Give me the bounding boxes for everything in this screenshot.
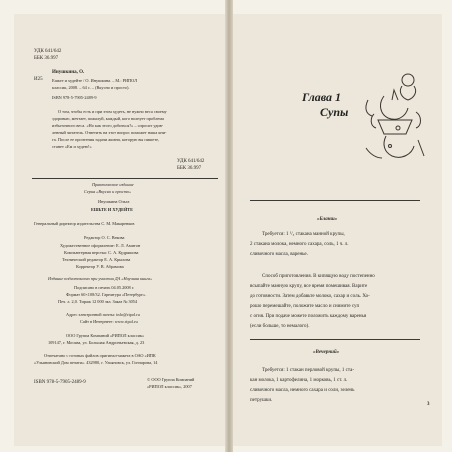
bbk-code-right: ББК 36.997	[177, 166, 202, 171]
staff-line: Технический редактор Е. А. Крылова	[62, 257, 131, 262]
recipe-method-line: всыпайте манную крупу, все время помешивая. Варите	[250, 284, 368, 289]
annotation-line: станет «Ем и худею!»	[52, 144, 92, 149]
recipe-title: «Вечерний»	[313, 350, 340, 355]
isbn-bottom: ISBN 978-5-7905-2489-9	[34, 380, 86, 385]
staff-line: Компьютерная верстка: С. А. Кудряшова	[64, 250, 139, 255]
bbk-code: ББК 36.997	[34, 56, 59, 61]
udk-code-right: УДК 641/642	[177, 159, 205, 164]
copyright-line: © ООО Группа Компаний	[147, 377, 195, 382]
edition-type: Практическое издание	[92, 182, 134, 187]
publisher-line: 109147, г. Москва, ул. Большая Андроньевская, д. 23	[48, 340, 145, 345]
copyright-line: «РИПОЛ классик», 2007	[147, 384, 192, 389]
recipe-ingredients-line: петрушки.	[250, 398, 273, 403]
author-small: Инушкина Ольга	[98, 199, 130, 204]
website-line: Сайт в Интернете: www.ripol.ru	[80, 319, 138, 324]
email-line: Адрес электронной почты: info@ripol.ru	[66, 312, 140, 317]
recipe-ingredients-line: Требуется: 1 ¹/₃ стакана манной крупы,	[262, 232, 345, 237]
recipe-ingredients-line: кан молока, 1 картофелина, 1 морковь, 1 ст. л.	[250, 378, 348, 383]
annotation-line: избыточного веса. «Но как этого добиться?» – спросит удив-	[52, 123, 164, 128]
book-gutter	[225, 0, 233, 452]
recipe-method-line: с огня. При подаче можете положить каждому варенья	[250, 314, 367, 319]
staff-line: Художественное оформление: Е. Л. Амитон	[60, 243, 141, 248]
annotation-line: га. После ее прочтения задачи жизни, которую вы пишете,	[52, 137, 160, 142]
recipe-method-line: (если больше, то немалого).	[250, 324, 310, 329]
chapter-title: Супы	[320, 105, 349, 119]
staff-line: Редактор О. С. Векова	[84, 235, 125, 240]
print-info-line: Издание подготовлено при участии ДА «Научная книга»	[48, 276, 153, 281]
recipe-ingredients-line: Требуется: 1 стакан перловой крупы, 1 ста-	[262, 368, 355, 373]
recipe-divider	[250, 339, 420, 340]
staff-line: Генеральный директор издательства С. М. Макаренков	[34, 221, 135, 226]
recipe-ingredients-line: сливочного масла, немного сахара и соли, зелень	[250, 388, 355, 393]
publisher-line: ООО Группа Компаний «РИПОЛ классик»	[66, 333, 145, 338]
recipe-title: «Бланш»	[317, 217, 338, 222]
recipe-ingredients-line: сливочного масла, варенье.	[250, 252, 308, 257]
title-line-2: классик, 2008. – 64 с. – (Вкусно и просто).	[52, 85, 130, 90]
author-line: Инушкина, О.	[52, 70, 85, 75]
annotation-line: ленный читатель. Ответить на этот вопрос поможет наша кни-	[52, 130, 167, 135]
book-title: ЕШЬТЕ И ХУДЕЙТЕ	[91, 207, 134, 212]
print-info-line: Подписано в печать 04.05.2008 г.	[74, 285, 135, 290]
page-number: 3	[427, 402, 430, 407]
print-info-line: Формат 60×108/32. Гарнитура «Петербург».	[66, 292, 147, 297]
annotation-line: О том, чтобы есть и при этом худеть, не нужно веса своему	[58, 109, 167, 114]
udk-code: УДК 641/642	[34, 49, 62, 54]
print-info-line: Печ. л. 2,0. Тираж 12 000 экз. Заказ № 3054	[58, 299, 138, 304]
staff-line: Корректор У. В. Абрамова	[76, 264, 124, 269]
chapter-illustration-icon	[358, 70, 430, 166]
title-line-1: Ешьте и худейте / О. Инушкина. – М.: РИПОЛ	[52, 78, 137, 83]
series-name: Серия «Вкусно и просто»	[84, 189, 132, 194]
printer-line: Отпечатано с готовых файлов оригинал-макета в ОАО «ИПК	[44, 353, 156, 358]
recipe-divider	[250, 200, 420, 201]
annotation-line: здоровью, мечтает, пожалуй, каждый, кого волнует проблема	[52, 116, 164, 121]
author-code: И25	[34, 77, 43, 82]
recipe-method-line: Способ приготовления. В кипящую воду постепенно	[262, 274, 375, 279]
recipe-method-line: до готовности. Затем добавьте молоко, сахар и соль. Хо-	[250, 294, 370, 299]
printer-line: «Ульяновский Дом печати». 432980, г. Ульяновск, ул. Гончарова, 14	[34, 360, 158, 365]
recipe-ingredients-line: 2 стакана молока, немного сахара, соль, 1 ч. л.	[250, 242, 349, 247]
chapter-number: Глава 1	[302, 90, 342, 104]
isbn-line: ISBN 978-5-7905-2489-9	[52, 95, 97, 100]
recipe-method-line: рошо перемешайте, положите масло и снимите суп	[250, 304, 360, 309]
separator-line	[32, 178, 218, 179]
